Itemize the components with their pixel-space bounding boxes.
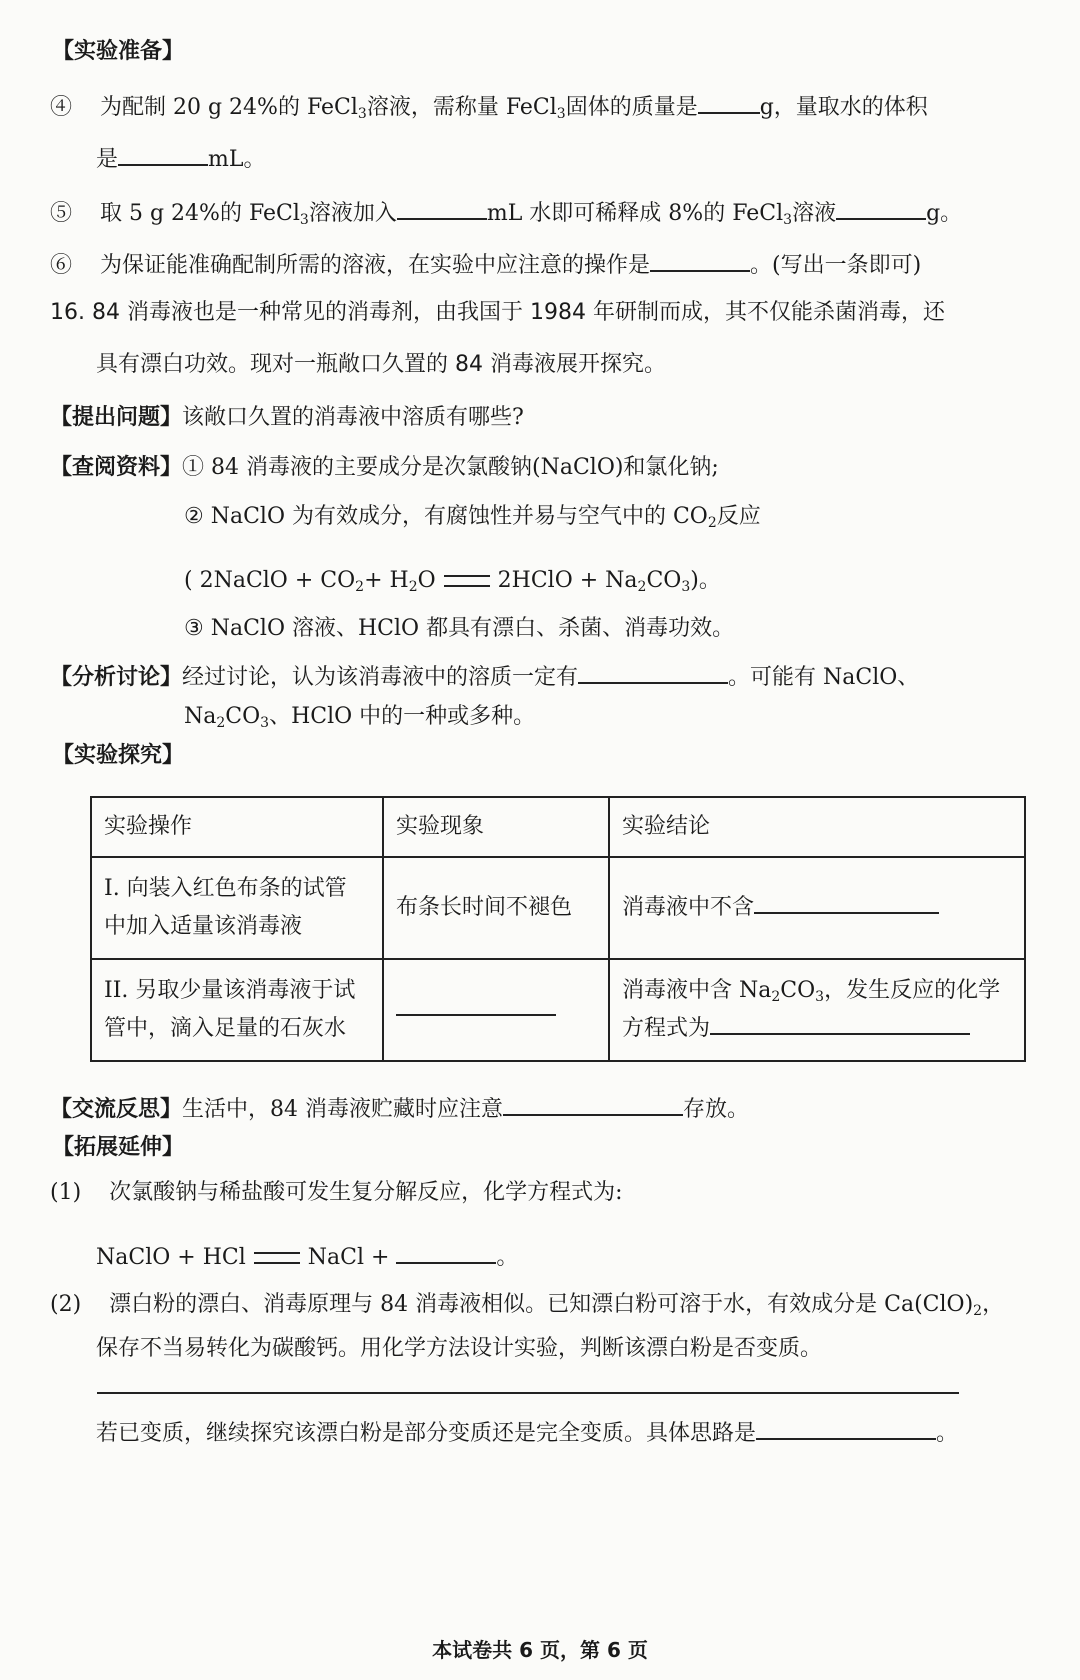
table-header-row [91,797,1025,857]
row1-phenomenon: 布条长时间不褪色 [383,857,609,959]
q6-operation-blank[interactable] [650,246,750,272]
equals-sign [444,575,490,587]
header-operation: 实验操作 [91,797,383,857]
reflection-label: 【交流反思】 [50,1096,183,1122]
row1-conclusion-blank[interactable] [754,890,939,914]
answer-line[interactable] [97,1392,959,1394]
raise-question-label: 【提出问题】 [50,404,183,430]
row2-operation: II. 另取少量该消毒液于试 管中，滴入足量的石灰水 [91,959,383,1061]
question-16-line-2: 具有漂白功效。现对一瓶敞口久置的 84 消毒液展开探究。 [96,352,666,377]
analysis-line-1: 【分析讨论】经过讨论，认为该消毒液中的溶质一定有 。可能有 NaClO、 [50,658,919,693]
experiment-table [90,796,1026,1062]
reflection: 【交流反思】生活中，84 消毒液贮藏时应注意 存放。 [50,1090,749,1125]
page-footer: 本试卷共 6 页，第 6 页 [432,1638,648,1662]
table-row [91,857,1025,959]
analysis-solute-blank[interactable] [578,658,728,684]
info-item-2: ② NaClO 为有效成分，有腐蚀性并易与空气中的 $CO_2$反应 [184,504,761,531]
ext2-approach-blank[interactable] [756,1414,936,1440]
q5-number: ⑤ [50,201,73,226]
q6-number: ⑥ [50,253,73,278]
row1-conclusion: 消毒液中不含 [609,857,1025,959]
info-equation: ( 2NaClO + $CO_2+ H_2O$ 2HClO + $Na_2CO_3$)。 [184,568,721,595]
q5-mass-blank[interactable] [836,194,926,220]
section-heading-extend: 【拓展延伸】 [52,1134,185,1160]
analysis-line-2: $Na_2CO_3$、HClO 中的一种或多种。 [184,704,536,731]
question-4-line-2: 是 mL。 [96,140,266,175]
q4-volume-blank[interactable] [118,140,208,166]
question-16-line-1: 16. 84 消毒液也是一种常见的消毒剂，由我国于 1984 年研制而成，其不仅能杀菌消毒，还 [50,300,945,325]
section-heading-prep: 【实验准备】 [52,38,185,64]
table-row [91,959,1025,1061]
raise-question: 【提出问题】该敞口久置的消毒液中溶质有哪些? [50,404,524,430]
row1-operation: I. 向装入红色布条的试管 中加入适量该消毒液 [91,857,383,959]
analysis-label: 【分析讨论】 [50,664,183,690]
question-6: ⑥ 为保证能准确配制所需的溶液，在实验中应注意的操作是 。(写出一条即可) [50,246,921,281]
equals-sign [254,1252,300,1264]
row2-equation-blank[interactable] [710,1011,970,1035]
extension-1-equation: NaClO + HCl NaCl + 。 [96,1238,518,1273]
row2-phenomenon-blank[interactable] [396,992,556,1016]
question-5: ⑤ 取 5 g 24%的 FeCl$_3$溶液加入 mL 水即可稀释成 8%的 FeCl$_3$溶液 g。 [50,194,962,229]
row2-conclusion: 消毒液中含 $Na_2CO_3$，发生反应的化学 方程式为 [609,959,1025,1061]
info-item-3: ③ NaClO 溶液、HClO 都具有漂白、杀菌、消毒功效。 [184,616,735,641]
q5-water-blank[interactable] [397,194,487,220]
extension-2-line-2: 保存不当易转化为碳酸钙。用化学方法设计实验，判断该漂白粉是否变质。 [96,1336,823,1361]
storage-blank[interactable] [503,1090,683,1116]
info-label: 【查阅资料】 [50,454,183,480]
question-4-line-1: ④ 为配制 20 g 24%的 FeCl$_3$溶液，需称量 FeCl$_3$固体的质量是 g，量取水的体积 [50,88,928,123]
ext1-number: (1) [50,1180,82,1205]
ext2-number: (2) [50,1292,82,1317]
extension-2-line-1: (2) 漂白粉的漂白、消毒原理与 84 消毒液相似。已知漂白粉可溶于水，有效成分是 $Ca(ClO)_2$， [50,1292,1005,1319]
header-phenomenon: 实验现象 [383,797,609,857]
info-item-1: 【查阅资料】① 84 消毒液的主要成分是次氯酸钠(NaClO)和氯化钠; [50,454,719,480]
extension-2-line-3: 若已变质，继续探究该漂白粉是部分变质还是完全变质。具体思路是 。 [96,1414,958,1449]
q4-number: ④ [50,95,73,120]
header-conclusion: 实验结论 [609,797,1025,857]
row2-phenomenon [383,959,609,1061]
section-heading-explore: 【实验探究】 [52,742,185,768]
q4-mass-blank[interactable] [698,88,760,114]
ext1-product-blank[interactable] [396,1238,496,1264]
extension-1: (1) 次氯酸钠与稀盐酸可发生复分解反应，化学方程式为: [50,1180,623,1205]
